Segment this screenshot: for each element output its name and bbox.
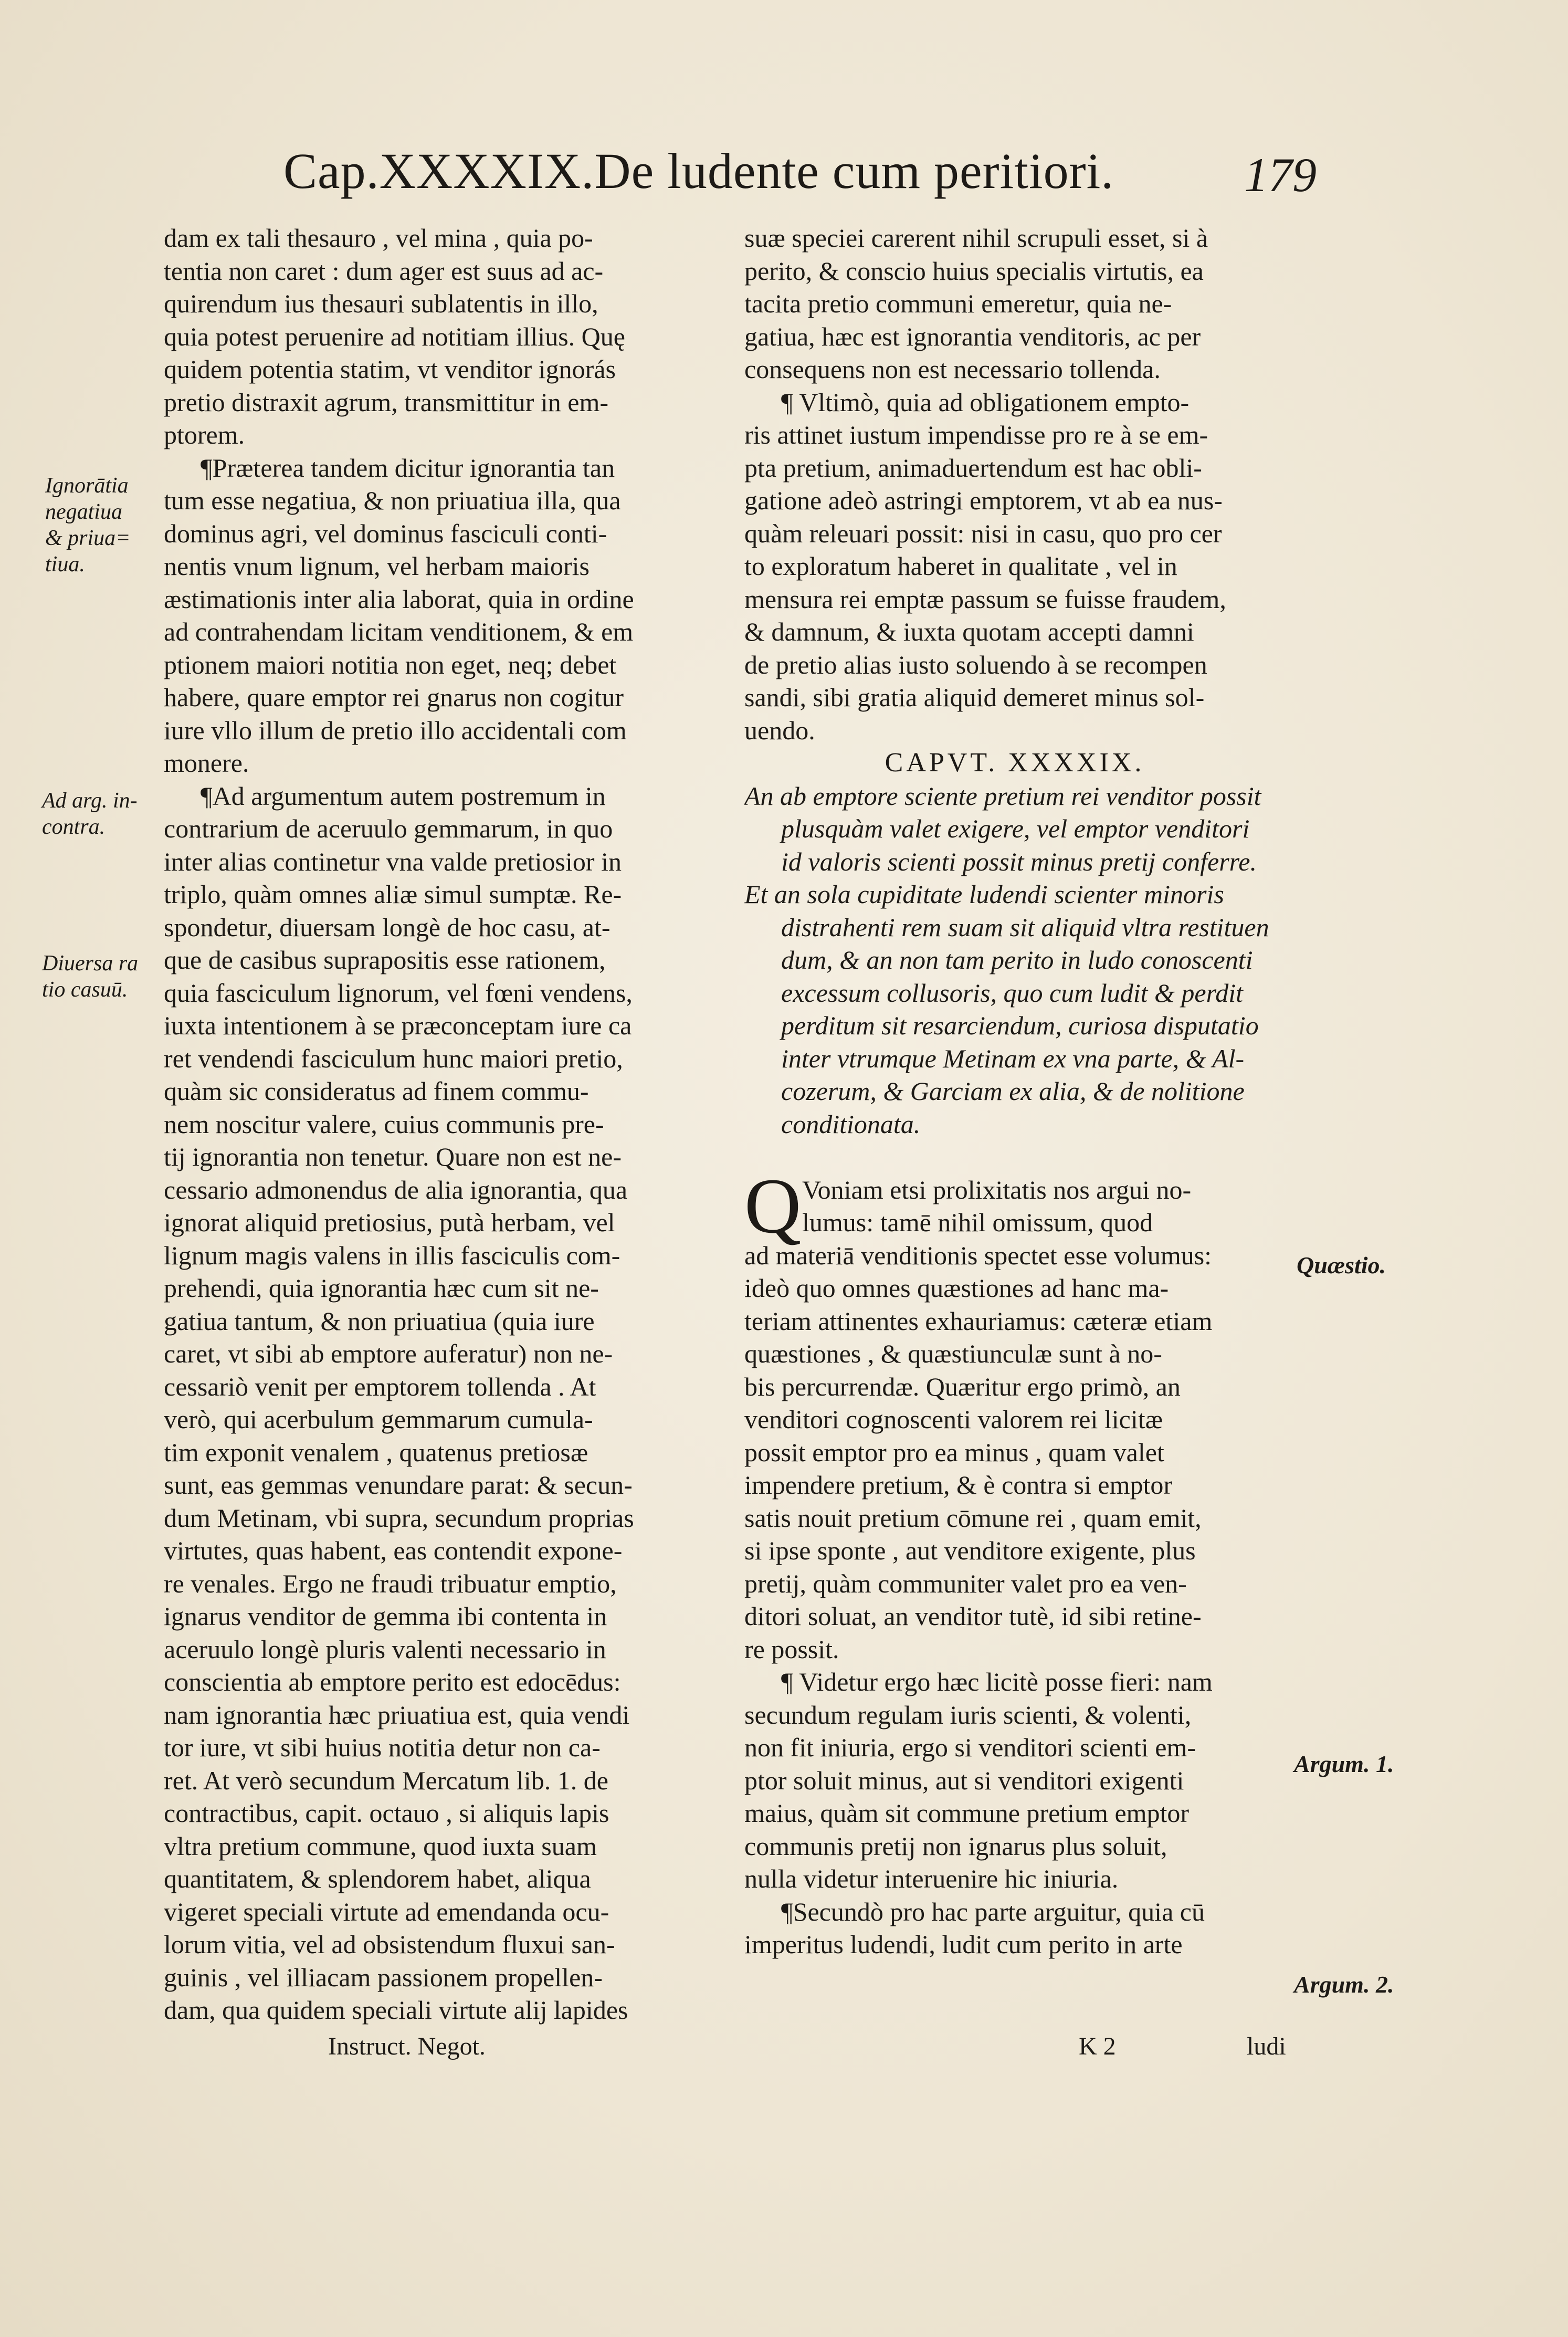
text-line: pretij, quàm communiter valet pro ea ven- [744,1568,1187,1598]
text-line: gatione adeò astringi emptorem, vt ab ea nus- [744,486,1223,515]
text-line: perito, & conscio huius specialis virtutis, ea [744,256,1204,286]
text-line: ptorem. [164,420,245,449]
text-line: contractibus, capit. octauo , si aliquis lapis [164,1798,609,1828]
text-line: dam, qua quidem speciali virtute alij lapides [164,1995,628,2025]
chapter-heading: CAPVT. XXXXIX. [885,748,1145,778]
text-line: cessario admonendus de alia ignorantia, qua [164,1175,628,1204]
drop-cap-paragraph [744,1162,1285,1250]
text-line: æstimationis inter alia laborat, quia in ordine [164,584,634,614]
text-line: sandi, sibi gratia aliquid demeret minus sol- [744,683,1205,712]
text-line: quirendum ius thesauri sublatentis in illo, [164,289,598,318]
text-line: cessariò venit per emptorem tollenda . At [164,1371,596,1401]
text-line: ad materiā venditionis spectet esse volumus: [744,1240,1212,1270]
running-title: Cap.XXXXIX.De ludente cum peritiori. [283,143,1114,199]
text-line: iuxta intentionem à se præconceptam iure ca [164,1011,632,1040]
text-line: lignum magis valens in illis fasciculis com- [164,1240,620,1270]
text-line: nulla videtur interuenire hic iniuria. [744,1864,1119,1893]
text-line: & damnum, & iuxta quotam accepti damni [744,617,1194,646]
text-line: possit emptor pro ea minus , quam valet [744,1437,1164,1467]
text-line: virtutes, quas habent, eas contendit expone- [164,1536,623,1565]
spacer [744,1140,1285,1173]
text-line: maius, quàm sit commune pretium emptor [744,1798,1190,1828]
text-line: gatiua, hæc est ignorantia venditoris, ac per [744,321,1201,351]
text-line: ideò quo omnes quæstiones ad hanc ma- [744,1273,1169,1303]
text-line: guinis , vel illiacam passionem propellen- [164,1962,603,1992]
text-line: tentia non caret : dum ager est suus ad ac- [164,256,604,286]
margin-note-quaestio: Quæstio. [1297,1252,1386,1278]
text-line: communis pretij non ignarus plus soluit, [744,1831,1167,1861]
text-line: tor iure, vt sibi huius notitia detur non ca- [164,1733,601,1762]
text-line: ignarus venditor de gemma ibi contenta in [164,1601,607,1631]
text-line: Voniam etsi prolixitatis nos argui no- [802,1175,1192,1204]
text-line: verò, qui acerbulum gemmarum cumula- [164,1405,593,1434]
text-line: re venales. Ergo ne fraudi tribuatur emptio, [164,1568,617,1598]
text-line: pta pretium, animaduertendum est hac obli- [744,453,1202,483]
text-line: ¶Ad argumentum autem postremum in [201,781,606,811]
text-line: consequens non est necessario tollenda. [744,354,1161,384]
text-line: re possit. [744,1634,839,1664]
text-line: pretio distraxit agrum, transmittitur in em- [164,387,609,417]
text-line: monere. [164,748,249,778]
text-line: ignorat aliquid pretiosius, putà herbam, vel [164,1208,615,1237]
text-line: tim exponit venalem , quatenus pretiosæ [164,1437,588,1467]
text-line: sunt, eas gemmas venundare parat: & secun- [164,1470,633,1500]
text-line: quæstiones , & quæstiunculæ sunt à no- [744,1339,1162,1368]
left-column [164,222,704,2027]
text-line: tacita pretio communi emeretur, quia ne- [744,289,1172,318]
margin-note-diuersa: Diuersa ra tio casuū. [42,951,139,1002]
margin-note-argum-1: Argum. 1. [1294,1751,1394,1777]
text-line: secundum regulam iuris scienti, & volenti, [744,1700,1192,1730]
text-line: triplo, quàm omnes aliæ simul sumptæ. Re- [164,879,622,909]
text-line: quidem potentia statim, vt venditor ignorás [164,354,616,384]
text-line: si ipse sponte , aut venditore exigente, plus [744,1536,1196,1565]
margin-note-ignorantia: Ignorātia negatiua & priua= tiua. [45,474,131,577]
text-line: nem noscitur valere, cuius communis pre- [164,1109,604,1139]
text-line: non fit iniuria, ergo si venditori scienti em- [744,1733,1196,1762]
text-line: teriam attinentes exhauriamus: cæteræ etiam [744,1306,1213,1336]
text-line: ret. At verò secundum Mercatum lib. 1. de [164,1765,608,1795]
page-header [283,142,1333,210]
text-line: aceruulo longè pluris valenti necessario in [164,1634,606,1664]
text-line: satis nouit pretium cōmune rei , quam emit, [744,1503,1202,1533]
chapter-summary-line: An ab emptore sciente pretium rei venditor possit [744,781,1261,811]
text-line: ad contrahendam licitam venditionem, & em [164,617,634,646]
text-line: dominus agri, vel dominus fasciculi conti- [164,518,607,548]
chapter-summary-line: dum, & an non tam perito in ludo conoscenti [781,945,1253,974]
text-line: venditori cognoscenti valorem rei licitæ [744,1405,1163,1434]
text-line: contrarium de aceruulo gemmarum, in quo [164,814,613,843]
text-line: impendere pretium, & è contra si emptor [744,1470,1173,1500]
chapter-summary-line: Et an sola cupiditate ludendi scienter minoris [744,879,1224,909]
text-line: gatiua tantum, & non priuatiua (quia iure [164,1306,595,1336]
text-line: que de casibus suprapositis esse rationem, [164,945,606,974]
margin-note-argum-2: Argum. 2. [1294,1971,1394,1998]
text-line: ¶ Videtur ergo hæc licitè posse fieri: nam [781,1667,1213,1696]
text-line: inter alias continetur vna valde pretiosior in [164,846,622,876]
text-line: suæ speciei carerent nihil scrupuli esset, si à [744,223,1208,253]
chapter-summary-line: cozerum, & Garciam ex alia, & de nolitione [781,1076,1245,1106]
drop-cap: Q [744,1162,802,1250]
text-line: lorum vitia, vel ad obsistendum fluxui san- [164,1930,615,1959]
text-line: ptor soluit minus, aut si venditori exigenti [744,1765,1184,1795]
text-line: quantitatem, & splendorem habet, aliqua [164,1864,591,1893]
text-line: tij ignorantia non tenetur. Quare non est ne- [164,1142,622,1171]
chapter-summary-line: conditionata. [781,1109,921,1139]
text-line: uendo. [744,715,815,745]
chapter-summary-line: inter vtrumque Metinam ex vna parte, & Al- [781,1043,1245,1073]
text-line: mensura rei emptæ passum se fuisse fraudem, [744,584,1226,614]
text-line: bis percurrendæ. Quæritur ergo primò, an [744,1371,1181,1401]
chapter-summary-line: id valoris scienti possit minus pretij conferre. [781,846,1257,876]
text-line: to exploratum haberet in qualitate , vel in [744,551,1177,581]
text-line: quàm releuari possit: nisi in casu, quo pro cer [744,518,1222,548]
text-line: habere, quare emptor rei gnarus non cogitur [164,683,624,712]
chapter-summary-line: distrahenti rem suam sit aliquid vltra restituen [781,912,1269,942]
text-line: caret, vt sibi ab emptore auferatur) non ne- [164,1339,613,1368]
chapter-summary-line: plusquàm valet exigere, vel emptor venditori [781,814,1250,843]
text-line: lumus: tamē nihil omissum, quod [802,1208,1153,1237]
text-line: dum Metinam, vbi supra, secundum proprias [164,1503,634,1533]
text-line: nentis vnum lignum, vel herbam maioris [164,551,590,581]
right-column [744,222,1285,1961]
text-line: spondetur, diuersam longè de hoc casu, at- [164,912,611,942]
text-line: ¶Secundò pro hac parte arguitur, quia cū [781,1896,1205,1926]
chapter-summary-line: perditum sit resarciendum, curiosa disputatio [781,1011,1259,1040]
text-line: ¶ Vltimò, quia ad obligationem empto- [781,387,1190,417]
text-line: ditori soluat, an venditor tutè, id sibi retine- [744,1601,1202,1631]
text-line: vltra pretium commune, quod iuxta suam [164,1831,597,1861]
text-line: imperitus ludendi, ludit cum perito in arte [744,1930,1183,1959]
page-number: 179 [1244,148,1317,202]
text-line: quàm sic consideratus ad finem commu- [164,1076,589,1106]
text-line: prehendi, quia ignorantia hæc cum sit ne- [164,1273,599,1303]
text-line: ris attinet iustum impendisse pro re à se em- [744,420,1208,449]
signature-mark: K 2 [1079,2032,1116,2060]
text-line: ptionem maiori notitia non eget, neq; debet [164,649,617,679]
chapter-summary-line: excessum collusoris, quo cum ludit & perdit [781,978,1243,1008]
text-line: dam ex tali thesauro , vel mina , quia po- [164,223,593,253]
text-line: de pretio alias iusto soluendo à se recompen [744,649,1207,679]
text-line: ¶Præterea tandem dicitur ignorantia tan [201,453,615,483]
text-line: ret vendendi fasciculum hunc maiori pretio, [164,1043,623,1073]
text-line: tum esse negatiua, & non priuatiua illa, qua [164,486,621,515]
footer-title: Instruct. Negot. [328,2032,486,2060]
catchword: ludi [1247,2032,1286,2060]
text-line: conscientia ab emptore perito est edocēdus: [164,1667,621,1696]
text-line: iure vllo illum de pretio illo accidentali com [164,715,627,745]
text-line: vigeret speciali virtute ad emendanda ocu- [164,1896,609,1926]
margin-note-ad-arg: Ad arg. in- contra. [42,789,138,839]
text-line: nam ignorantia hæc priuatiua est, quia vendi [164,1700,630,1730]
text-line: quia potest peruenire ad notitiam illius. Quę [164,321,625,351]
text-line: quia fasciculum lignorum, vel fœni vendens, [164,978,633,1008]
